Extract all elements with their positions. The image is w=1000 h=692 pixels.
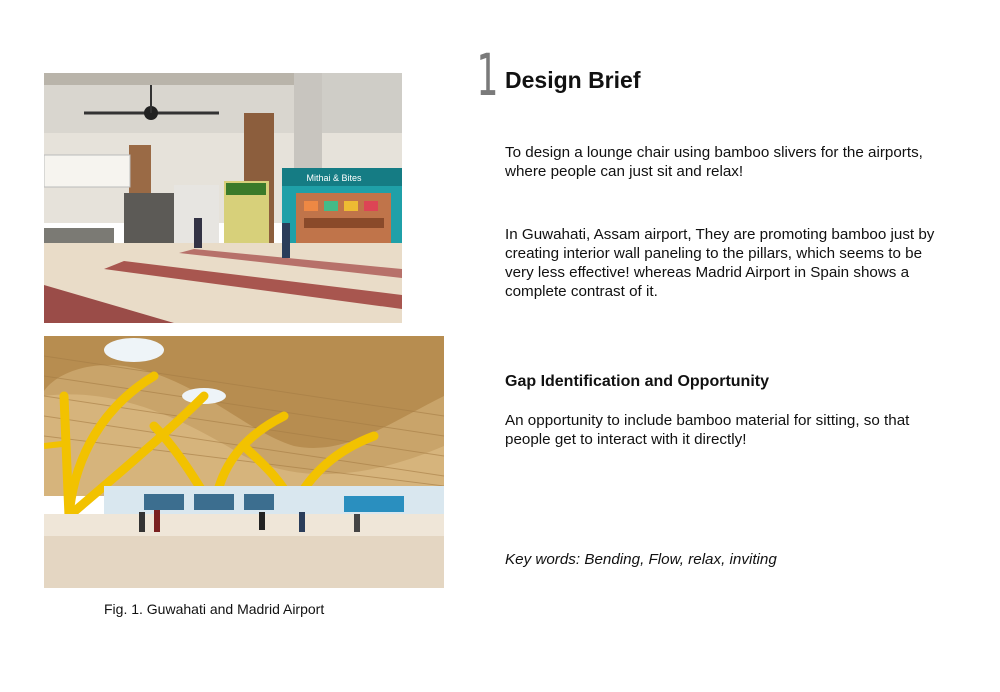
figure-caption: Fig. 1. Guwahati and Madrid Airport (104, 601, 325, 617)
gap-heading: Gap Identification and Opportunity (505, 373, 769, 390)
guwahati-airport-photo (44, 73, 402, 323)
section-title: Design Brief (505, 67, 641, 93)
gap-paragraph: An opportunity to include bamboo material for sitting, so that people get to interact with it directly! (505, 412, 910, 448)
keywords-text: Key words: Bending, Flow, relax, inviting (505, 551, 777, 568)
context-paragraph: In Guwahati, Assam airport, They are promoting bamboo just by creating interior wall paneling to the pillars, which seems to be very less effective! whereas Madrid Airport in Spain shows a complete contrast of it. (505, 226, 935, 300)
section-number: 1 (476, 41, 498, 109)
brief-paragraph: To design a lounge chair using bamboo slivers for the airports, where people can just sit and relax! (505, 144, 923, 180)
svg-text:Mithai & Bites: Mithai & Bites (306, 173, 362, 183)
madrid-airport-photo (44, 336, 444, 588)
